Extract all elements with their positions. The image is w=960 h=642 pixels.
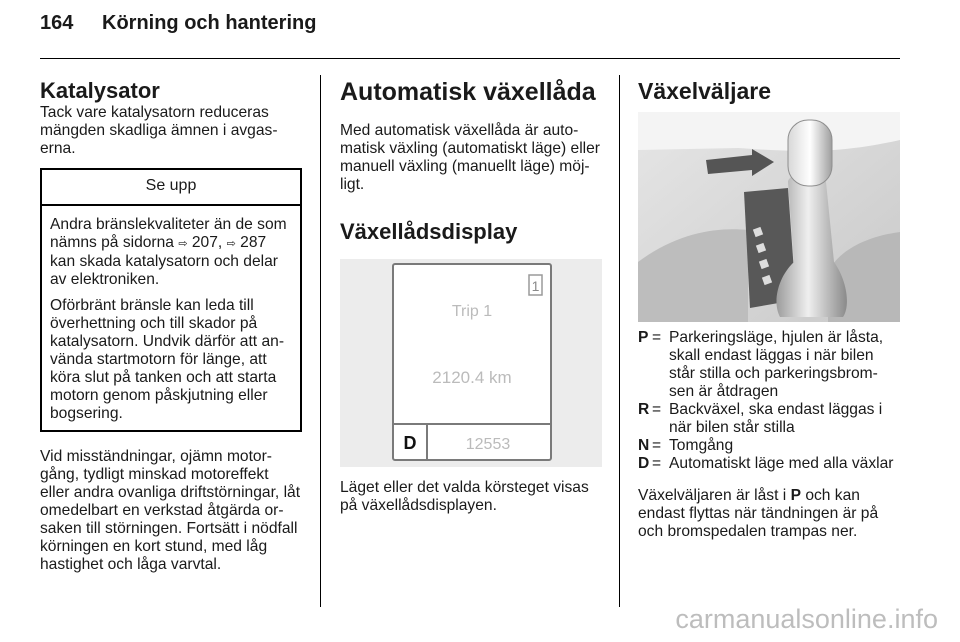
automatic-gearbox-heading: Automatisk växellåda	[340, 78, 596, 106]
page-ref-2[interactable]: 287	[240, 234, 267, 251]
warning-body	[42, 206, 300, 430]
gear-selector-heading: Växelväljare	[638, 78, 772, 104]
gear-selector-photo	[638, 112, 900, 322]
gear-item-n: N = Tomgång	[638, 437, 734, 454]
page-ref-arrow-icon: ⇨	[226, 238, 236, 250]
column-divider-right	[619, 75, 620, 607]
gearbox-display-image	[340, 259, 602, 467]
katalysator-outro: Vid misständningar, ojämn motor-gång, tydligt minskad motoreffekt eller andra ovanliga driftstörningar, låt omedelbart en verkstad åtgärda or-saken till störningen. Fortsätt i nödfall körningen en kort stund, med låg hastighet och låga varvtal.	[40, 448, 301, 573]
warning-paragraph-2: Oförbränt bränsle kan leda till överhettning och till skador på katalysatorn. Undvik därför att an-vända startmotorn för länge, att köra slut på tanken och att starta motorn genom påskjutning eller bogsering.	[50, 297, 285, 422]
gear-selector-outro: Växelväljaren är låst i P och kan endast flyttas när tändningen är på och bromspedalen trampas ner.	[638, 487, 879, 540]
page-ref-1[interactable]: 207,	[191, 234, 223, 251]
katalysator-intro: Tack vare katalysatorn reduceras mängden skadliga ämnen i avgas-erna.	[40, 104, 278, 157]
gearbox-display-heading: Växellådsdisplay	[340, 219, 518, 244]
page-ref-arrow-icon: ⇨	[178, 238, 188, 250]
display-corner-badge: 1	[531, 278, 540, 294]
gear-list	[638, 329, 902, 473]
current-gear: D	[403, 433, 417, 453]
locked-gear-key: P	[790, 487, 801, 504]
katalysator-heading: Katalysator	[40, 78, 160, 103]
column-vaxelvaljare	[638, 78, 902, 541]
console-upper-panel	[638, 112, 900, 151]
shifter-knob	[788, 120, 832, 186]
warning-paragraph-1: Andra bränslekvaliteter än de som nämns på sidorna ⇨ 207, ⇨ 287 kan skada katalysatorn och delar av elektroniken.	[50, 216, 287, 288]
warning-box	[40, 168, 302, 432]
gear-item-p: P = Parkeringsläge, hjulen är låsta, skall endast läggas i när bilen står stilla och parkeringsbrom-sen är åtdragen	[638, 329, 884, 400]
warning-title: Se upp	[42, 170, 300, 206]
column-divider-left	[320, 75, 321, 607]
watermark: carmanualsonline.info	[675, 604, 938, 634]
page-header	[40, 12, 316, 35]
column-automatisk-vaxellada	[340, 78, 602, 515]
column-katalysator	[40, 78, 302, 574]
automatic-gearbox-intro: Med automatisk växellåda är auto-matisk växling (automatiskt läge) eller manuell växling (manuellt läge) möj-ligt.	[340, 122, 600, 193]
display-frame	[393, 264, 551, 460]
header-rule	[40, 58, 900, 59]
trip-label: Trip 1	[451, 303, 493, 320]
odometer-value: 12553	[465, 436, 511, 453]
display-caption: Läget eller det valda körsteget visas på växellådsdisplayen.	[340, 479, 589, 514]
section-title: Körning och hantering	[102, 12, 317, 34]
gear-item-d: D = Automatiskt läge med alla växlar	[638, 455, 894, 472]
page-number: 164	[40, 12, 74, 34]
trip-value: 2120.4 km	[432, 368, 512, 387]
gear-item-r: R = Backväxel, ska endast läggas i när bilen står stilla	[638, 401, 883, 436]
